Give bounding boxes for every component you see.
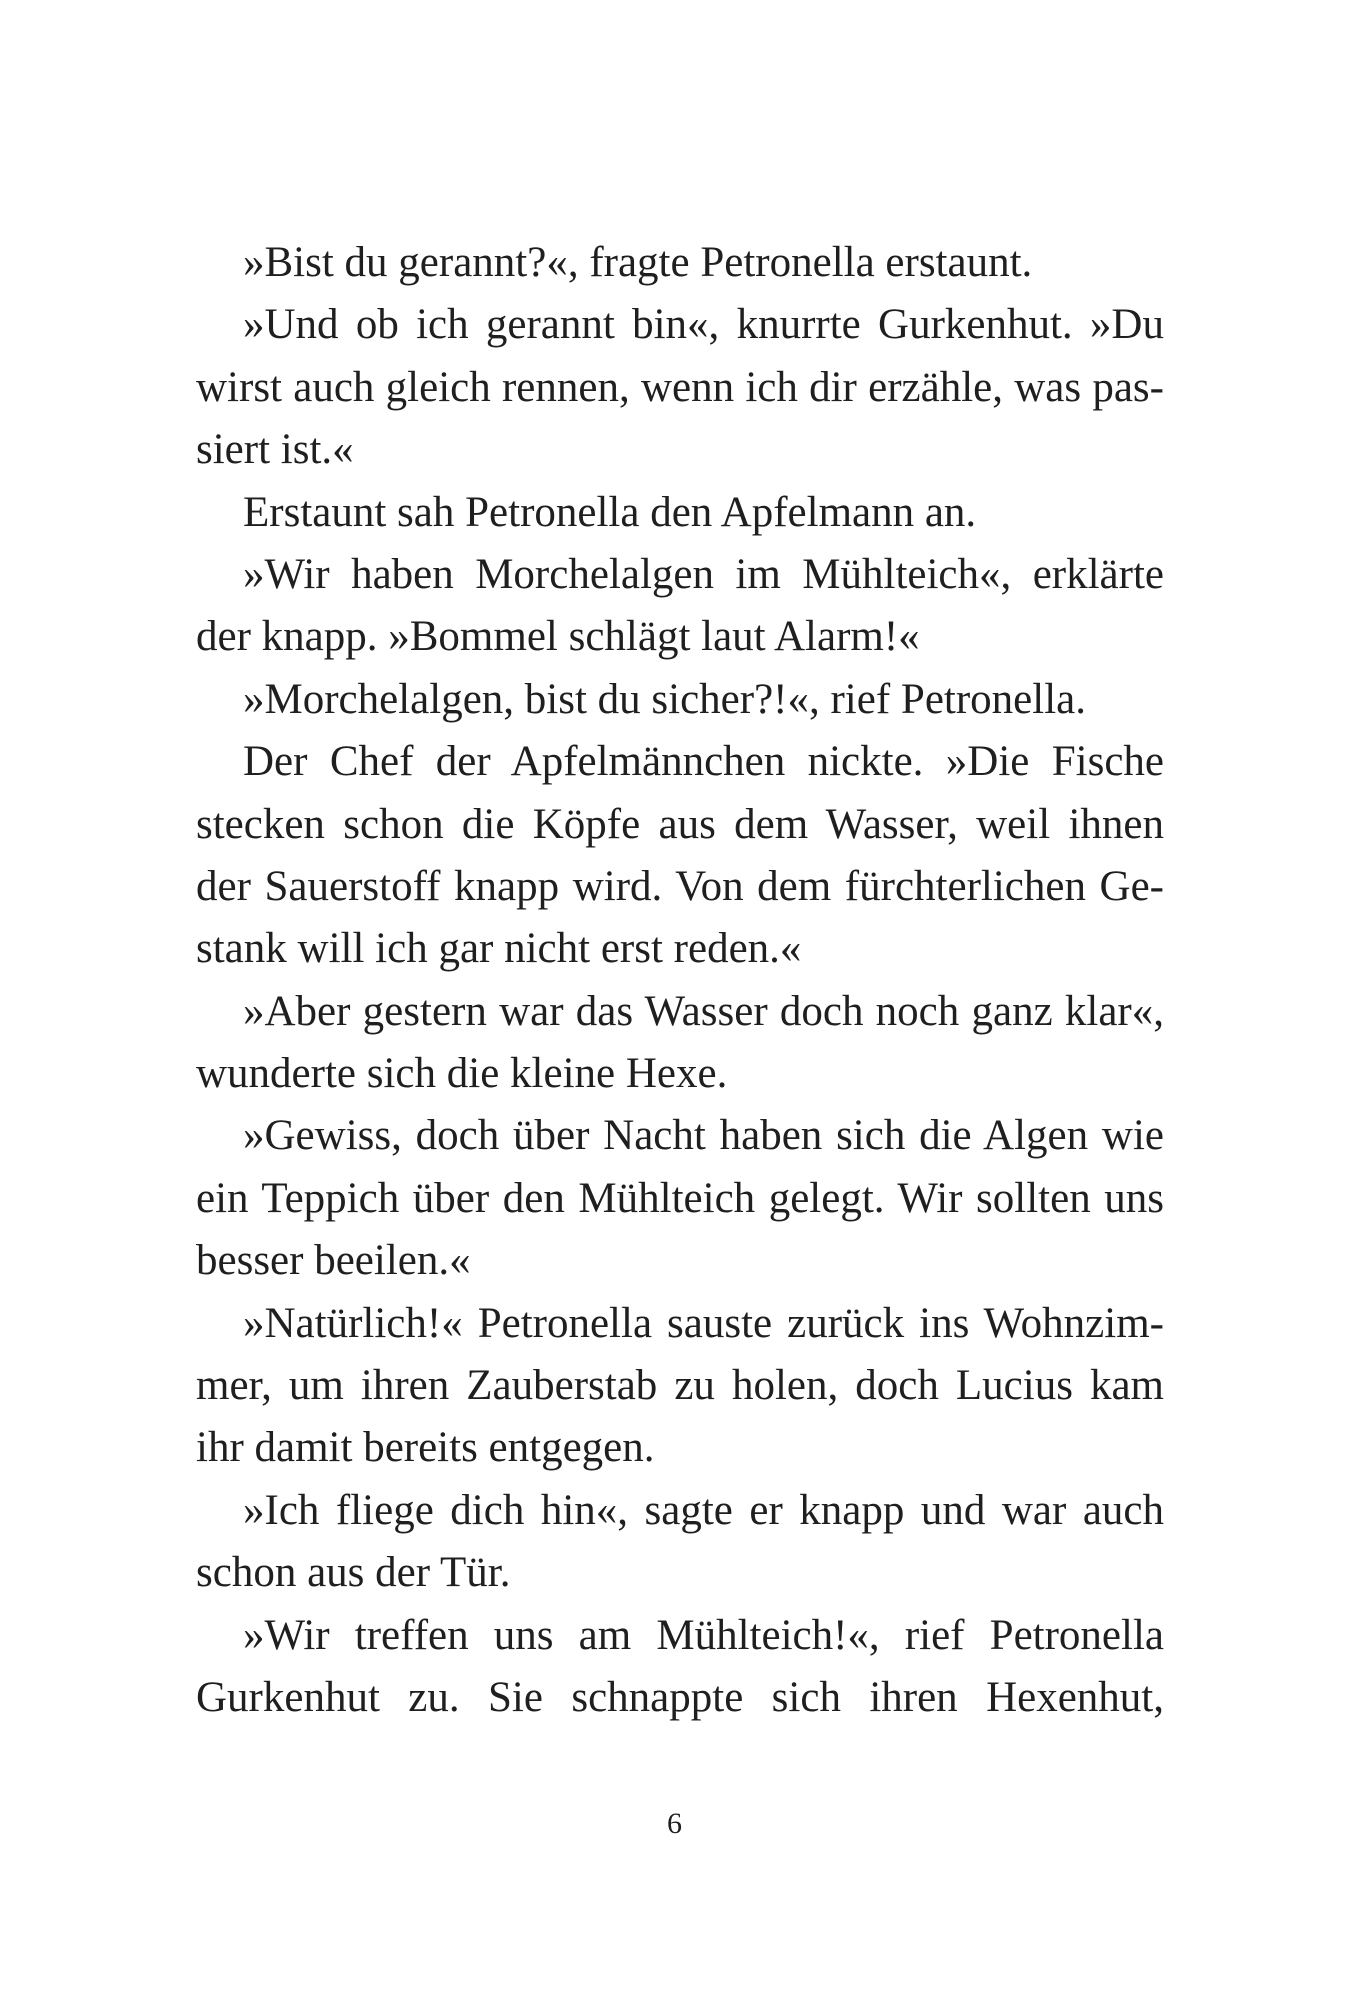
text-line: »Natürlich!« Petronella sauste zurück ins Wohnzim-	[243, 1299, 1164, 1347]
text-line: Erstaunt sah Petronella den Apfelmann an.	[243, 488, 977, 536]
body-text	[196, 232, 1164, 1729]
text-line: stank will ich gar nicht erst reden.«	[196, 925, 802, 973]
text-line: Gurkenhut zu. Sie schnappte sich ihren Hexenhut,	[196, 1673, 1164, 1721]
text-line: ein Teppich über den Mühlteich gelegt. Wir sollten uns	[196, 1174, 1164, 1222]
text-line: Der Chef der Apfelmännchen nickte. »Die Fische	[243, 738, 1164, 786]
text-line: »Bist du gerannt?«, fragte Petronella erstaunt.	[243, 239, 1033, 286]
text-line: schon aus der Tür.	[196, 1549, 511, 1597]
text-line: »Und ob ich gerannt bin«, knurrte Gurkenhut. »Du	[243, 301, 1164, 349]
text-line: »Gewiss, doch über Nacht haben sich die Algen wie	[243, 1112, 1164, 1160]
text-line: der knapp. »Bommel schlägt laut Alarm!«	[196, 613, 920, 661]
text-line: wunderte sich die kleine Hexe.	[196, 1050, 728, 1098]
text-line: »Wir treffen uns am Mühlteich!«, rief Petronella	[243, 1611, 1164, 1659]
text-line: wirst auch gleich rennen, wenn ich dir erzähle, was pas-	[196, 363, 1164, 411]
text-line: stecken schon die Köpfe aus dem Wasser, weil ihnen	[196, 800, 1164, 848]
text-line: »Aber gestern war das Wasser doch noch ganz klar«,	[243, 987, 1164, 1035]
text-line: mer, um ihren Zauberstab zu holen, doch Lucius kam	[196, 1362, 1164, 1410]
page-number: 6	[667, 1807, 682, 1840]
text-line: siert ist.«	[196, 426, 354, 474]
text-line: »Wir haben Morchelalgen im Mühlteich«, erklärte	[243, 550, 1164, 598]
text-line: »Ich fliege dich hin«, sagte er knapp und war auch	[243, 1486, 1164, 1534]
text-line: ihr damit bereits entgegen.	[196, 1424, 655, 1472]
text-line: besser beeilen.«	[196, 1237, 471, 1285]
text-line: »Morchelalgen, bist du sicher?!«, rief Petronella.	[243, 675, 1086, 723]
text-line: der Sauerstoff knapp wird. Von dem fürchterlichen Ge-	[196, 862, 1164, 910]
